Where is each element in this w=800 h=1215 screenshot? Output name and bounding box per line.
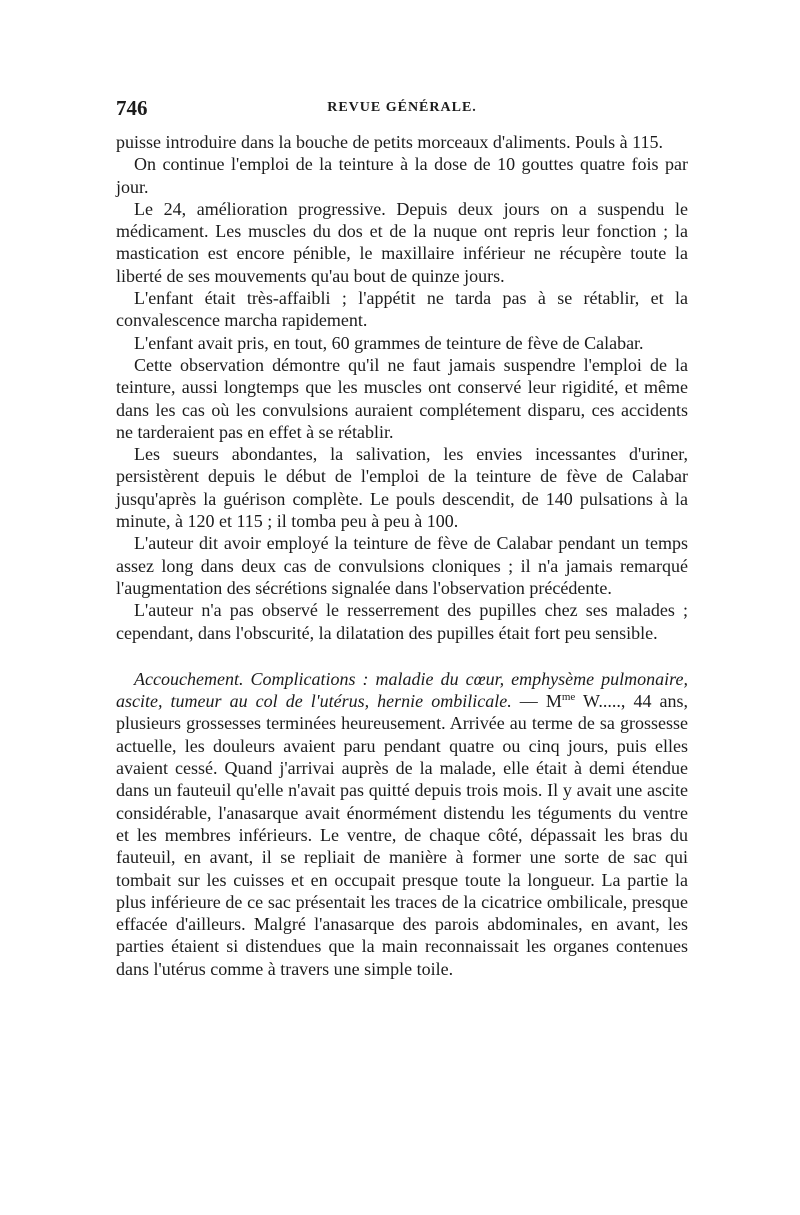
patient-sup: me (561, 691, 576, 704)
paragraph: L'enfant avait pris, en tout, 60 grammes de teinture de fève de Calabar. (134, 332, 644, 353)
body-text (116, 131, 688, 980)
section-gap (116, 644, 688, 668)
paragraph: L'auteur dit avoir employé la teinture de fève de Calabar pendant un temps assez long dans deux cas de convulsions cloniques ; il n'a jamais remarqué l'augmentation des sécrétions signalée dans l'observation précédente. (116, 533, 688, 598)
page-header (116, 96, 688, 124)
paragraph: Cette observation démontre qu'il ne faut jamais suspendre l'emploi de la teinture, aussi longtemps que les muscles ont conservé leur rigidité, et même dans les cas où les convulsions auraient complétement disparu, ces accidents ne tarderaient pas en effet à se rétablir. (116, 354, 688, 442)
case-text: 44 ans, plusieurs grossesses terminées heureusement. Arrivée au terme de sa grossesse actuelle, les douleurs avaient paru pendant quatre ou cinq jours, puis elles avaient cessé. Quand j'arrivai auprès de la malade, elle était à demi étendue dans un fauteuil qu'elle n'avait pas quitté depuis trois mois. Il y avait une ascite considérable, l'anasarque avait énormément distendu les téguments du ventre et les membres inférieurs. Le ventre, de chaque côté, dépassait les bras du fauteuil, en avant, il se repliait de manière à former une sorte de sac qui tombait sur les cuisses et en occupait presque toute la longueur. La partie la plus inférieure de ce sac présentait les traces de la cicatrice ombilicale, presque effacée d'ailleurs. Malgré l'anasarque des parois abdominales, en avant, les parties étaient si distendues que la main reconnaissait les organes contenues dans l'utérus comme à travers une simple toile. (116, 691, 689, 979)
patient-rest: W....., (575, 691, 634, 712)
paragraph: L'auteur n'a pas observé le resserrement des pupilles chez ses malades ; cependant, dans l'obscurité, la dilatation des pupilles était fort peu sensible. (116, 600, 688, 643)
paragraph: Les sueurs abondantes, la salivation, les envies incessantes d'uriner, persistèrent depuis le début de l'emploi de la teinture de fève de Calabar jusqu'après la guérison complète. Le pouls descendit, de 140 pulsations à la minute, à 120 et 115 ; il tomba peu à peu à 100. (116, 444, 688, 532)
case-dash: — (511, 691, 546, 712)
paragraph: Le 24, amélioration progressive. Depuis deux jours on a suspendu le médicament. Les muscles du dos et de la nuque ont repris leur fonction ; la mastication est encore pénible, le maxillaire inférieur ne récupère toute la liberté de ses mouvements qu'au bout de quinze jours. (116, 198, 688, 286)
paragraph: On continue l'emploi de la teinture à la dose de 10 gouttes quatre fois par jour. (116, 154, 688, 197)
patient-prefix: M (545, 691, 562, 712)
page-number: 746 (116, 96, 148, 120)
paragraph: L'enfant était très-affaibli ; l'appétit ne tarda pas à se rétablir, et la convalescence marcha rapidement. (116, 288, 688, 331)
case-report (116, 668, 688, 980)
case-title: Accouchement. Complications : maladie du cœur, emphysème pulmonaire, ascite, tumeur au col de l'utérus, hernie ombilicale. (116, 668, 688, 712)
paragraph-continuation: puisse introduire dans la bouche de petits morceaux d'aliments. Pouls à 115. (116, 132, 663, 152)
running-title: REVUE GÉNÉRALE. (327, 100, 477, 115)
